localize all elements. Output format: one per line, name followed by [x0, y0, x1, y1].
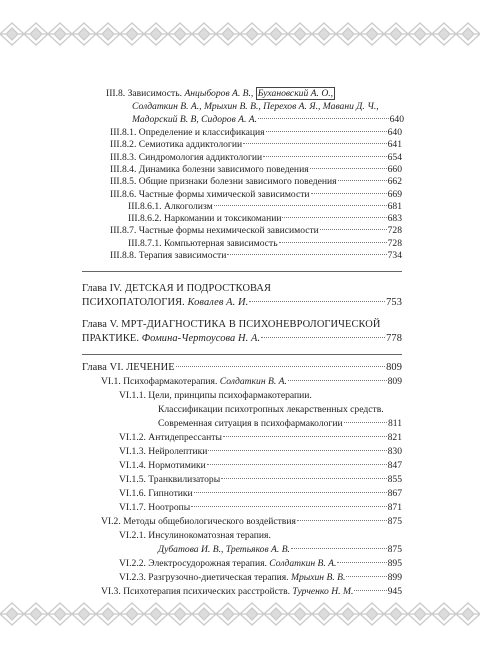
toc-entry-vi-2-3[interactable] [119, 572, 402, 584]
page-number: 683 [387, 213, 402, 225]
chapter-v-author: Фомина-Чертоусова Н. А. [141, 333, 261, 344]
entry-title: VI.1.6. Гипнотики [119, 488, 193, 499]
entry-author: Турченко Н. М. [292, 586, 354, 597]
page-number: 728 [387, 225, 402, 237]
entry-title: III.8.3. Синдромология аддиктологии [110, 151, 263, 163]
chapter-iv-author: Ковалев А. И. [187, 297, 249, 308]
leader-dots [263, 156, 386, 157]
toc-entry-vi-3[interactable] [101, 586, 402, 598]
toc-entry[interactable] [128, 201, 402, 213]
chapter-iv-title[interactable]: Глава IV. ДЕТСКАЯ И ПОДРОСТКОВАЯ [82, 283, 272, 294]
leader-dots [194, 492, 387, 493]
leader-dots [227, 254, 386, 255]
entry-title: III.8.8. Терапия зависимости [110, 250, 227, 261]
chapter-v-title-cont: ПРАКТИКЕ. [82, 333, 140, 344]
page-number: 809 [386, 362, 402, 373]
chapter-vi-title: Глава VI. ЛЕЧЕНИЕ [82, 362, 175, 373]
toc-entry[interactable] [110, 152, 402, 164]
entry-author: Солдаткин В. А. [219, 376, 287, 387]
toc-entry-vi-1-1-line3 [158, 418, 402, 430]
toc-entry[interactable] [119, 474, 402, 486]
page-number: 640 [389, 114, 404, 125]
toc-entry[interactable] [110, 250, 402, 262]
toc-entry-vi-2-1-line2 [158, 544, 402, 556]
highlighted-author: Бухановский А. О., [257, 88, 334, 99]
toc-entry[interactable] [110, 127, 402, 139]
toc-entry[interactable] [119, 502, 402, 514]
leader-dots [176, 366, 385, 367]
toc-entry-vi-1-1[interactable]: VI.1.1. Цели, принципы психофармакотерапии. [119, 390, 312, 401]
entry-title: III.8.4. Динамика болезни зависимого поведения [110, 163, 309, 175]
entry-title: VI.1.3. Нейролептики [119, 446, 208, 457]
page-number: 875 [387, 516, 402, 527]
chapter-vi-entry[interactable] [82, 362, 402, 374]
entry-title: III.8.2. Семиотика аддиктологии [110, 139, 243, 151]
page-number: 855 [387, 474, 402, 485]
entry-title: VI.2.2. Электросудорожная терапия. [119, 558, 267, 569]
entry-title: VI.1. Психофармакотерапия. [101, 376, 218, 387]
leader-dots [261, 337, 385, 338]
toc-entry[interactable] [110, 164, 402, 176]
page-number: 871 [387, 502, 402, 513]
page-number: 945 [387, 586, 402, 597]
entry-title: VI.1.4. Нормотимики [119, 460, 206, 471]
leader-dots [282, 217, 386, 218]
page-number: 662 [387, 176, 402, 188]
page-number: 830 [387, 446, 402, 457]
toc-entry[interactable] [101, 516, 402, 528]
toc-entry[interactable] [119, 488, 402, 500]
leader-dots [191, 506, 386, 507]
toc-entry-iii-8[interactable] [106, 88, 335, 100]
entry-title: VI.1.7. Ноотропы [119, 502, 191, 513]
page-number: 654 [387, 151, 402, 163]
page-number: 809 [387, 376, 402, 387]
leader-dots [337, 562, 386, 563]
entry-title: III.8.7. Частные формы нехимической зависимости [110, 225, 319, 237]
page-number: 847 [387, 460, 402, 471]
page-number: 821 [387, 432, 402, 443]
entry-title: III.8.6.2. Наркомании и токсикомании [128, 213, 282, 225]
divider [82, 271, 402, 272]
entry-author: Солдаткин В. А. [269, 558, 337, 569]
page-number: 778 [386, 333, 402, 344]
entry-title: III.8.7.1. Компьютерная зависимость [128, 237, 278, 249]
toc-entry-vi-2-1[interactable]: VI.2.1. Инсулинокоматозная терапия. [119, 530, 271, 541]
leader-dots [207, 464, 387, 465]
toc-entry[interactable] [119, 460, 402, 472]
leader-dots [310, 168, 387, 169]
page-number: 734 [387, 250, 402, 261]
chapter-v-line2 [82, 333, 402, 345]
leader-dots [288, 380, 387, 381]
leader-dots [258, 118, 389, 119]
leader-dots [243, 143, 386, 144]
page-number: 681 [387, 200, 402, 212]
leader-dots [223, 436, 387, 437]
entry-title-cont: Современная ситуация в психофармакологии [158, 418, 343, 429]
page-number: 811 [387, 418, 402, 429]
leader-dots [221, 478, 386, 479]
leader-dots [291, 548, 387, 549]
entry-title: VI.1.2. Антидепрессанты [119, 432, 222, 443]
leader-dots [338, 180, 387, 181]
entry-authors-line3: Мадорский В. В, Сидоров А. А. [132, 114, 258, 125]
page-number: 641 [387, 139, 402, 151]
page-number: 867 [387, 488, 402, 499]
entry-title: VI.1.5. Транквилизаторы [119, 474, 221, 485]
page-number: 753 [386, 297, 402, 308]
page-number: 640 [387, 127, 402, 138]
toc-entry[interactable] [128, 238, 402, 250]
toc-entry[interactable] [110, 176, 402, 188]
page-number: 669 [387, 188, 402, 200]
toc-entry-iii-8-line3 [132, 114, 404, 126]
leader-dots [214, 205, 387, 206]
page-number: 728 [387, 237, 402, 249]
entry-author: Мрыхин В. В. [290, 572, 346, 583]
toc-entry-vi-2-2[interactable] [119, 558, 402, 570]
toc-entry[interactable] [128, 213, 402, 225]
leader-dots [297, 520, 387, 521]
entry-authors-line2: Солдаткин В. А., Мрыхин В. В., Перехов А. Я., Мавани Д. Ч., [132, 101, 379, 112]
page-number: 899 [387, 572, 402, 583]
leader-dots [279, 242, 387, 243]
toc-entry[interactable] [110, 225, 402, 237]
toc-entry[interactable] [119, 432, 402, 444]
entry-title: III.8.6. Частные формы химической зависимости [110, 188, 310, 200]
entry-title: VI.2. Методы общебиологического воздействия [101, 516, 296, 527]
toc-entry[interactable] [110, 189, 402, 201]
toc-entry[interactable] [119, 446, 402, 458]
page-number: 660 [387, 163, 402, 175]
divider [82, 354, 402, 355]
chapter-iv-title-cont: ПСИХОПАТОЛОГИЯ. [82, 297, 185, 308]
leader-dots [249, 301, 385, 302]
entry-title: III.8. Зависимость. [106, 88, 183, 99]
entry-title-cont: Классификации психотропных лекарственных средств. [158, 404, 384, 415]
page-number: 875 [387, 544, 402, 555]
leader-dots [311, 193, 387, 194]
leader-dots [208, 450, 386, 451]
entry-title: VI.2.3. Разгрузочно-диетическая терапия. [119, 572, 289, 583]
leader-dots [344, 422, 387, 423]
toc-entry[interactable] [110, 139, 402, 151]
entry-authors: Анцыборов А. В., [184, 88, 254, 99]
chapter-v-title[interactable]: Глава V. МРТ-ДИАГНОСТИКА В ПСИХОНЕВРОЛОГИЧЕСКОЙ [82, 319, 381, 330]
chapter-iv-line2 [82, 297, 402, 309]
page-number: 895 [387, 558, 402, 569]
toc-entry-vi-1[interactable] [101, 376, 402, 388]
entry-title: III.8.6.1. Алкоголизм [128, 200, 213, 212]
leader-dots [266, 131, 387, 132]
leader-dots [354, 590, 386, 591]
entry-title: III.8.1. Определение и классификация [110, 127, 265, 138]
entry-title: VI.3. Психотерапия психических расстройств. [101, 586, 291, 597]
entry-authors: Дубатова И. В., Третьяков А. В. [158, 544, 290, 555]
leader-dots [346, 576, 386, 577]
entry-title: III.8.5. Общие признаки болезни зависимого поведения [110, 176, 337, 188]
leader-dots [320, 229, 387, 230]
